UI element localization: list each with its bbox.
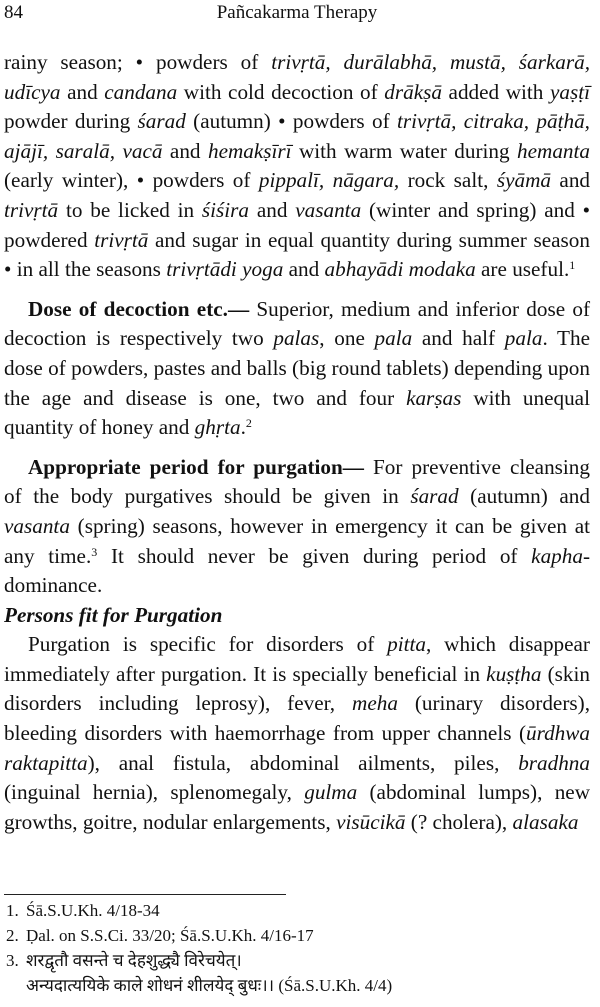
page-number: 84 bbox=[4, 2, 23, 23]
paragraph-dose: Dose of decoction etc.— Superior, medium and inferior dose of decoction is respectively two palas, one pala and half pala. The dose of powders, pastes and balls (big round tablets) depending upon the age and disease is one, two and four karṣas with unequal quantity of honey and ghṛta.$^2$ bbox=[4, 296, 591, 440]
footnote-sanskrit-verse: अन्यदात्ययिके काले शोधनं शीलयेद् बुधः।। (Śā.S.U.Kh. 4/4) bbox=[26, 976, 393, 995]
footnote-number: 2. bbox=[6, 926, 19, 945]
footnote bbox=[6, 923, 590, 948]
footnote-number: 3. bbox=[6, 951, 19, 970]
running-title: Pañcakarma Therapy bbox=[216, 2, 378, 23]
footnote-ref: 2 bbox=[245, 416, 252, 431]
footnote-continuation bbox=[6, 973, 590, 998]
footnotes bbox=[6, 898, 590, 998]
footnote-ref: 3 bbox=[91, 544, 98, 559]
footnote-divider bbox=[4, 894, 286, 895]
footnote-sanskrit-verse: शरद्वृतौ वसन्ते च देहशुद्ध्यै विरेचयेत्। bbox=[26, 951, 242, 970]
paragraph-seasonal-powders: rainy season; • powders of trivṛtā, durālabhā, mustā, śarkarā, udīcya and candana with cold decoction of drākṣā added with yaṣṭī powder during śarad (autumn) • powders of trivṛtā, citraka, pāṭhā, ajājī, saralā, vacā and hemakṣīrī with warm water during hemanta (early winter), • powders of pippalī, nāgara, rock salt, śyāmā and trivṛtā to be licked in śiśira and vasanta (winter and spring) and • powdered trivṛtā and sugar in equal quantity during summer season • in all the seasons trivṛtādi yoga and abhayādi modaka are useful.$^1$ bbox=[4, 50, 591, 282]
page-header bbox=[4, 2, 590, 28]
run-in-heading: Dose of decoction etc.— bbox=[28, 296, 250, 321]
run-in-heading: Appropriate period for purgation— bbox=[28, 454, 364, 479]
footnote-number: 1. bbox=[6, 901, 19, 920]
paragraph-period: Appropriate period for purgation— For preventive cleansing of the body purgatives should be given in śarad (autumn) and vasanta (spring) seasons, however in emergency it can be given at any time.$^3$ It should never be given during period of kapha-dominance. bbox=[4, 454, 591, 598]
footnote-text: Ḍal. on S.S.Ci. 33/20; Śā.S.U.Kh. 4/16-17 bbox=[26, 926, 314, 945]
footnote bbox=[6, 898, 590, 923]
section-heading: Persons fit for Purgation bbox=[4, 602, 223, 627]
footnote-text: Śā.S.U.Kh. 4/18-34 bbox=[26, 901, 160, 920]
footnote-ref: 1 bbox=[569, 258, 576, 273]
paragraph-persons: Purgation is specific for disorders of pitta, which disappear immediately after purgation. It is specially beneficial in kuṣṭha (skin disorders including leprosy), fever, meha (urinary disorders), bleeding disorders with haemorrhage from upper channels (ūrdhwa raktapitta), anal fistula, abdominal ailments, piles, bradhna (inguinal hernia), splenomegaly, gulma (abdominal lumps), new growths, goitre, nodular enlargements, visūcikā (? cholera), alasaka bbox=[4, 632, 590, 834]
body-text bbox=[4, 48, 590, 837]
footnote bbox=[6, 948, 590, 973]
